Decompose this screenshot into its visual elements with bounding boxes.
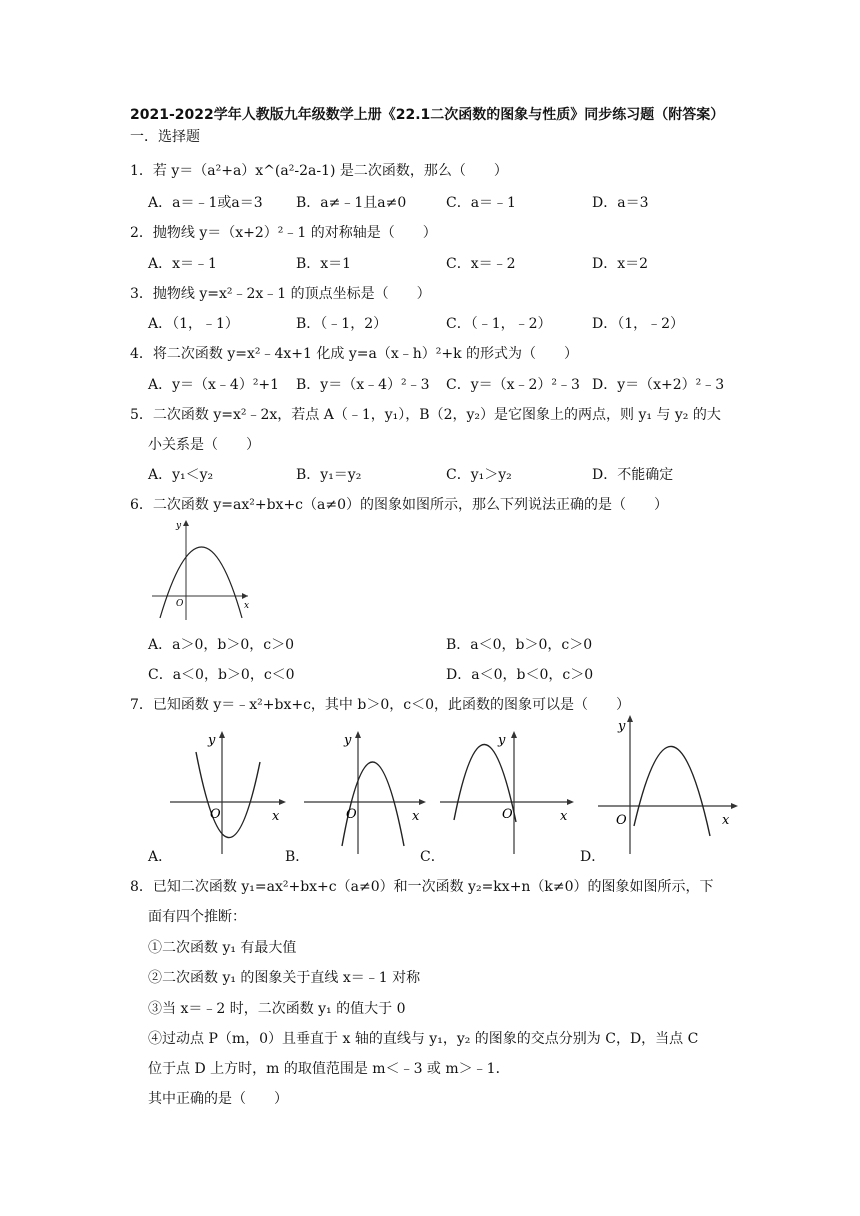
q6-origin-label: O — [176, 599, 184, 609]
q8-statement-4-cont: 位于点 D 上方时，m 的取值范围是 m＜﹣3 或 m＞﹣1． — [148, 1061, 510, 1077]
question-3-stem: 3．抛物线 y=x²﹣2x﹣1 的顶点坐标是（ ） — [130, 286, 431, 302]
q7b-origin-label: O — [346, 807, 357, 822]
q7c-origin-label: O — [502, 807, 513, 822]
q6-parabola-graph — [146, 516, 256, 624]
q8-prompt: 其中正确的是（ ） — [148, 1091, 288, 1107]
q4-option-c[interactable]: C．y＝（x﹣2）²﹣3 — [446, 377, 580, 393]
q7-graph-a — [166, 728, 290, 856]
q4-option-d[interactable]: D．y＝（x+2）²﹣3 — [592, 377, 725, 393]
question-5-stem: 5．二次函数 y=x²﹣2x，若点 A（﹣1，y₁），B（2，y₂）是它图象上的两点，则 y₁ 与 y₂ 的大 — [130, 407, 721, 423]
q7a-y-label: y — [208, 733, 216, 748]
q7d-y-label: y — [618, 719, 626, 734]
question-1-stem: 1．若 y＝（a²+a）x^(a²-2a-1) 是二次函数，那么（ ） — [130, 163, 508, 179]
q6-y-label: y — [176, 521, 182, 531]
q3-option-a[interactable]: A．（1，﹣1） — [148, 316, 239, 332]
q8-statement-3: ③当 x＝﹣2 时，二次函数 y₁ 的值大于 0 — [148, 1001, 406, 1017]
q1-option-b[interactable]: B．a≠﹣1且a≠0 — [296, 195, 407, 211]
q5-option-b[interactable]: B．y₁＝y₂ — [296, 467, 362, 483]
q6-option-c[interactable]: C．a＜0，b＞0，c＜0 — [148, 667, 295, 683]
q3-option-b[interactable]: B．（﹣1，2） — [296, 316, 388, 332]
page-title: 2021-2022学年人教版九年级数学上册《22.1二次函数的图象与性质》同步练习题（附答案） — [130, 107, 725, 123]
q1-option-a[interactable]: A．a＝﹣1或a＝3 — [148, 195, 263, 211]
q5-option-a[interactable]: A．y₁＜y₂ — [148, 467, 214, 483]
q7b-y-label: y — [344, 733, 352, 748]
q5-option-c[interactable]: C．y₁＞y₂ — [446, 467, 512, 483]
q8-statement-2: ②二次函数 y₁ 的图象关于直线 x＝﹣1 对称 — [148, 970, 421, 986]
question-5-stem-cont: 小关系是（ ） — [148, 437, 260, 453]
q8-statement-1: ①二次函数 y₁ 有最大值 — [148, 940, 297, 956]
q7-option-d[interactable]: D． — [580, 849, 606, 865]
q2-option-a[interactable]: A．x＝﹣1 — [148, 256, 217, 272]
q7-graph-b — [302, 728, 430, 856]
q7c-x-label: x — [560, 809, 568, 824]
question-4-stem: 4．将二次函数 y=x²﹣4x+1 化成 y=a（x﹣h）²+k 的形式为（ ） — [130, 346, 579, 362]
q6-option-d[interactable]: D．a＜0，b＜0，c＞0 — [446, 667, 594, 683]
q7d-x-label: x — [722, 813, 730, 828]
q7-graph-c — [436, 728, 578, 856]
q7c-y-label: y — [498, 733, 506, 748]
q3-option-c[interactable]: C．（﹣1，﹣2） — [446, 316, 552, 332]
q6-option-b[interactable]: B．a＜0，b＞0，c＞0 — [446, 637, 593, 653]
q7a-origin-label: O — [210, 807, 221, 822]
q8-statement-4: ④过动点 P（m，0）且垂直于 x 轴的直线与 y₁，y₂ 的图象的交点分别为 C，D，当点 C — [148, 1031, 699, 1047]
q2-option-b[interactable]: B．x＝1 — [296, 256, 352, 272]
q4-option-a[interactable]: A．y＝（x﹣4）²+1 — [148, 377, 280, 393]
section-heading: 一．选择题 — [130, 129, 200, 145]
question-8-stem-cont: 面有四个推断： — [148, 909, 246, 925]
q7-option-c[interactable]: C． — [420, 849, 445, 865]
q2-option-c[interactable]: C．x＝﹣2 — [446, 256, 516, 272]
q7d-origin-label: O — [616, 813, 627, 828]
q5-option-d[interactable]: D．不能确定 — [592, 467, 674, 483]
q2-option-d[interactable]: D．x＝2 — [592, 256, 649, 272]
q1-option-d[interactable]: D．a＝3 — [592, 195, 649, 211]
q3-option-d[interactable]: D．（1，﹣2） — [592, 316, 685, 332]
q1-option-c[interactable]: C．a＝﹣1 — [446, 195, 516, 211]
question-2-stem: 2．抛物线 y＝（x+2）²﹣1 的对称轴是（ ） — [130, 225, 437, 241]
q7-graph-d — [596, 712, 742, 856]
question-6-stem: 6．二次函数 y=ax²+bx+c（a≠0）的图象如图所示，那么下列说法正确的是（ ） — [130, 497, 668, 513]
q7-option-b[interactable]: B． — [285, 849, 310, 865]
q6-option-a[interactable]: A．a＞0，b＞0，c＞0 — [148, 637, 294, 653]
q7a-x-label: x — [272, 809, 280, 824]
question-7-stem: 7．已知函数 y＝﹣x²+bx+c，其中 b＞0，c＜0，此函数的图象可以是（ ） — [130, 697, 630, 713]
q7b-x-label: x — [412, 809, 420, 824]
q7-option-a[interactable]: A． — [148, 849, 173, 865]
q6-x-label: x — [244, 601, 250, 611]
q4-option-b[interactable]: B．y＝（x﹣4）²﹣3 — [296, 377, 430, 393]
question-8-stem: 8．已知二次函数 y₁=ax²+bx+c（a≠0）和一次函数 y₂=kx+n（k≠0）的图象如图所示，下 — [130, 879, 714, 895]
